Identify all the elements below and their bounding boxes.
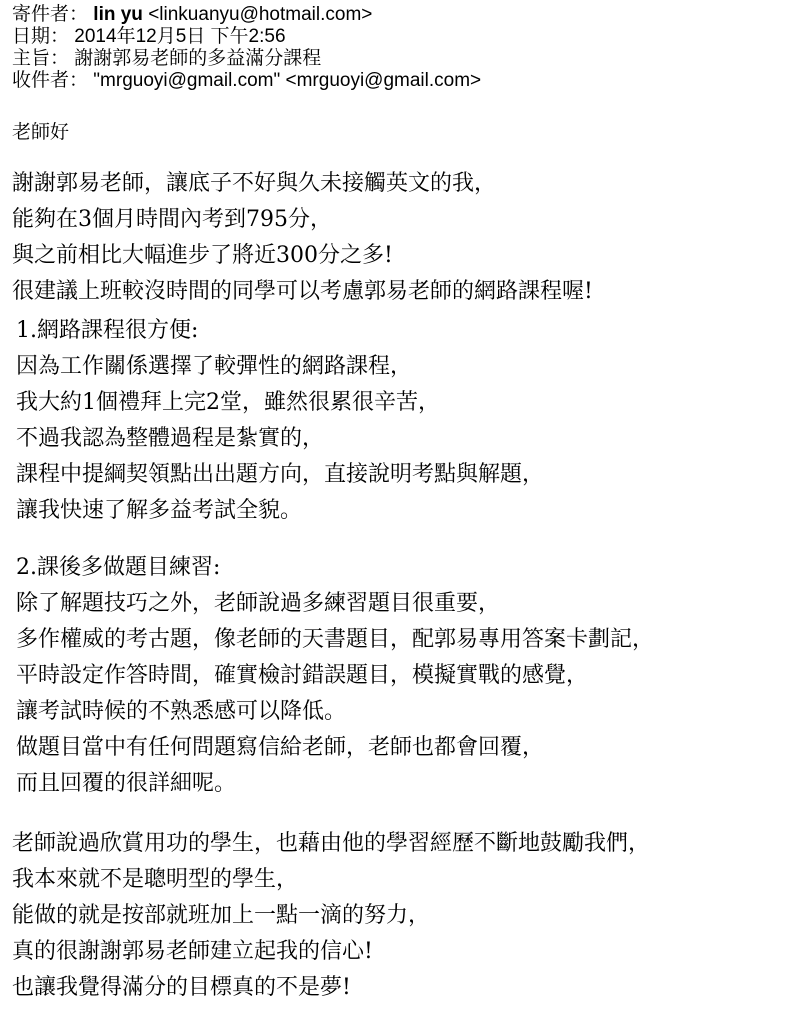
body-line: 不過我認為整體過程是紮實的，: [16, 426, 325, 451]
body-line: 真的很謝謝郭易老師建立起我的信心!: [12, 939, 373, 964]
body-line: 謝謝郭易老師，讓底子不好與久未接觸英文的我，: [12, 171, 497, 196]
body-line: 讓我快速了解多益考試全貌。: [16, 498, 303, 523]
body-line: 老師說過欣賞用功的學生，也藉由他的學習經歷不斷地鼓勵我們，: [12, 831, 651, 856]
body-line: 也讓我覺得滿分的目標真的不是夢!: [12, 975, 351, 1000]
recipient-address[interactable]: "mrguoyi@gmail.com" <mrguoyi@gmail.com>: [93, 70, 482, 91]
paragraph-online-course: [16, 313, 544, 529]
subject-label: 主旨：: [12, 48, 70, 69]
body-line: 因為工作關係選擇了較彈性的網路課程，: [16, 354, 413, 379]
body-line: 與之前相比大幅進步了將近300分之多!: [12, 243, 393, 268]
body-line: 我大約1個禮拜上完2堂，雖然很累很辛苦，: [16, 390, 440, 415]
sender-name: lin yu: [93, 4, 143, 25]
date-label: 日期：: [12, 26, 70, 47]
to-label: 收件者：: [12, 70, 89, 91]
body-line: 能做的就是按部就班加上一點一滴的努力，: [12, 903, 431, 928]
body-line: 課程中提綱契領點出出題方向，直接說明考點與解題，: [16, 462, 545, 487]
paragraph-thanks: [12, 166, 593, 310]
body-line: 平時設定作答時間，確實檢討錯誤題目，模擬實戰的感覺，: [16, 663, 589, 688]
email-header: [12, 4, 481, 92]
body-line: 做題目當中有任何問題寫信給老師，老師也都會回覆，: [16, 735, 545, 760]
body-line: 讓考試時候的不熟悉感可以降低。: [16, 699, 347, 724]
body-line: 我本來就不是聰明型的學生，: [12, 867, 299, 892]
paragraph-encouragement: [12, 826, 650, 1006]
sender-address[interactable]: <linkuanyu@hotmail.com>: [148, 4, 373, 25]
body-line: 除了解題技巧之外，老師說過多練習題目很重要，: [16, 591, 501, 616]
subject-row: [12, 48, 481, 70]
from-label: 寄件者：: [12, 4, 89, 25]
body-line: 而且回覆的很詳細呢。: [16, 771, 237, 796]
body-line: 1.網路課程很方便:: [16, 318, 199, 343]
body-line: 2.課後多做題目練習:: [16, 555, 221, 580]
body-line: 多作權威的考古題，像老師的天書題目，配郭易專用答案卡劃記，: [16, 627, 655, 652]
paragraph-practice: [16, 550, 654, 802]
body-line: 能夠在3個月時間內考到795分，: [12, 207, 332, 232]
subject-value: 謝謝郭易老師的多益滿分課程: [74, 48, 322, 69]
greeting: 老師好: [12, 122, 70, 143]
from-row: [12, 4, 481, 26]
body-line: 很建議上班較沒時間的同學可以考慮郭易老師的網路課程喔!: [12, 279, 593, 304]
date-value: 2014年12月5日 下午2:56: [74, 26, 286, 47]
date-row: [12, 26, 481, 48]
to-row: [12, 70, 481, 92]
